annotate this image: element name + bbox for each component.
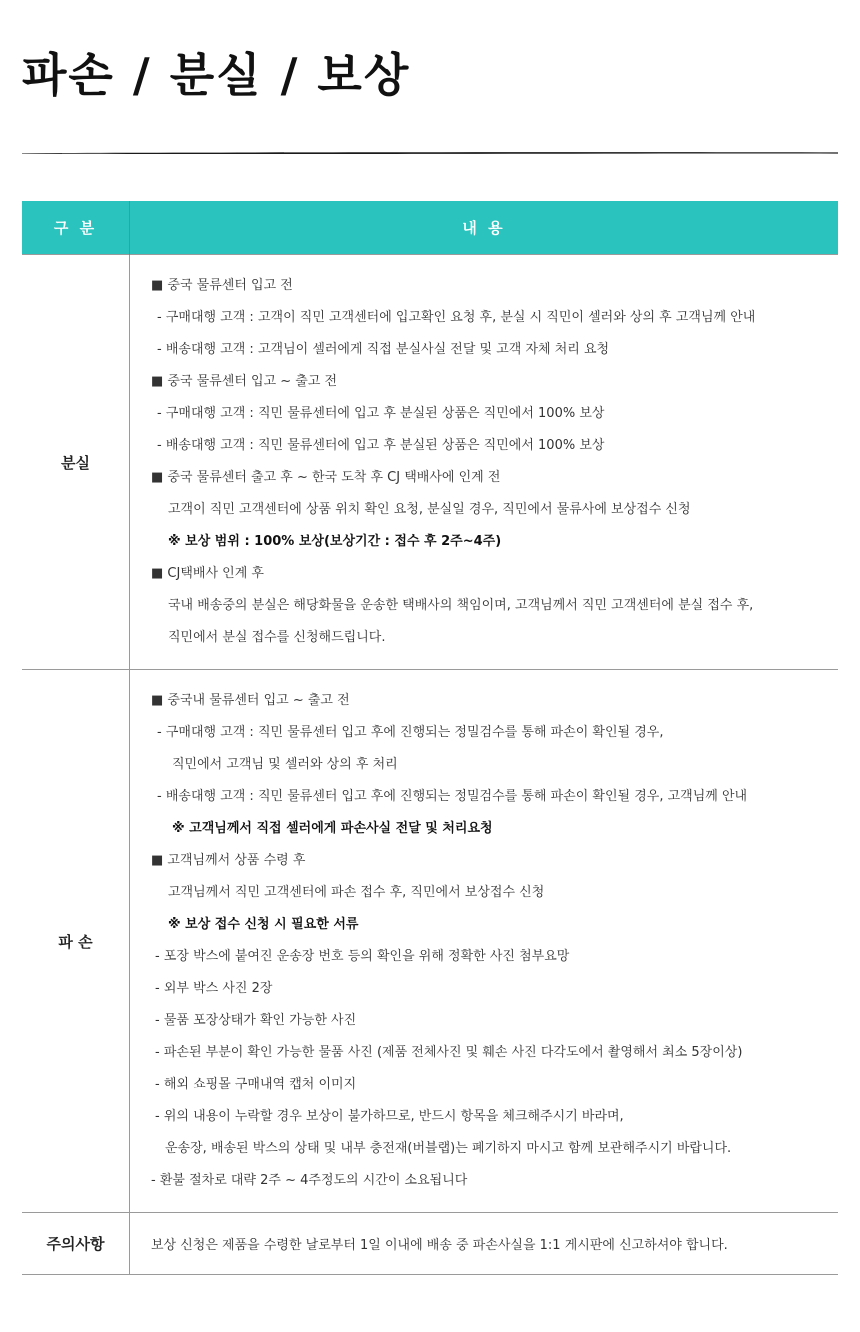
- content-line: 고객님께서 직민 고객센터에 파손 접수 후, 직민에서 보상접수 신청: [168, 885, 545, 900]
- content-line: 직민에서 고객님 및 셀러와 상의 후 처리: [172, 757, 398, 772]
- content-line: - 외부 박스 사진 2장: [155, 981, 273, 996]
- row-category: 파 손: [22, 670, 130, 1213]
- table-row-damage: [22, 670, 838, 1213]
- caution-note: 보상 신청은 제품을 수령한 날로부터 1일 이내에 배송 중 파손사실을 1:1 게시판에 신고하셔야 합니다.: [151, 1238, 728, 1253]
- content-line: 직민에서 분실 접수를 신청해드립니다.: [168, 630, 386, 645]
- row-content: [130, 255, 839, 670]
- content-line: - 물품 포장상태가 확인 가능한 사진: [155, 1013, 357, 1028]
- compensation-table: [22, 201, 838, 1275]
- content-line: - 환불 절차로 대략 2주 ~ 4주정도의 시간이 소요됩니다: [151, 1173, 468, 1188]
- content-line: 운송장, 배송된 박스의 상태 및 내부 충전재(버블랩)는 폐기하지 마시고 함께 보관해주시기 바랍니다.: [165, 1141, 732, 1156]
- table-row-loss: [22, 255, 838, 670]
- content-lines: [151, 255, 838, 669]
- row-content: [130, 1213, 839, 1275]
- content-line: ■ 중국 물류센터 입고 ~ 출고 전: [151, 374, 338, 389]
- content-line: 고객이 직민 고객센터에 상품 위치 확인 요청, 분실일 경우, 직민에서 물류사에 보상접수 신청: [168, 502, 691, 517]
- content-line: - 구매대행 고객 : 고객이 직민 고객센터에 입고확인 요청 후, 분실 시 직민이 셀러와 상의 후 고객님께 안내: [157, 310, 756, 325]
- content-line: 국내 배송중의 분실은 해당화물을 운송한 택배사의 책임이며, 고객님께서 직민 고객센터에 분실 접수 후,: [168, 598, 754, 613]
- content-line: ■ 중국 물류센터 출고 후 ~ 한국 도착 후 CJ 택배사에 인계 전: [151, 470, 501, 485]
- page-title: 파손 / 분실 / 보상: [22, 48, 411, 102]
- content-line: ■ 중국 물류센터 입고 전: [151, 278, 293, 293]
- content-line: - 구매대행 고객 : 직민 물류센터에 입고 후 분실된 상품은 직민에서 100% 보상: [157, 406, 605, 421]
- emphasis-line: ※ 보상 범위 : 100% 보상(보상기간 : 접수 후 2주~4주): [168, 534, 502, 549]
- row-content: [130, 670, 839, 1213]
- content-line: - 구매대행 고객 : 직민 물류센터 입고 후에 진행되는 정밀검수를 통해 파손이 확인될 경우,: [157, 725, 664, 740]
- table-row-caution: [22, 1213, 838, 1275]
- content-line: - 위의 내용이 누락할 경우 보상이 불가하므로, 반드시 항목을 체크해주시기 바라며,: [155, 1109, 624, 1124]
- brush-divider: [22, 150, 838, 156]
- header-category: 구 분: [22, 201, 130, 255]
- emphasis-line: ※ 고객님께서 직접 셀러에게 파손사실 전달 및 처리요청: [172, 821, 493, 836]
- content-line: ■ 중국내 물류센터 입고 ~ 출고 전: [151, 693, 350, 708]
- row-category: 주의사항: [22, 1213, 130, 1275]
- content-line: - 해외 쇼핑몰 구매내역 캡처 이미지: [155, 1077, 357, 1092]
- content-line: - 배송대행 고객 : 고객님이 셀러에게 직접 분실사실 전달 및 고객 자체 처리 요청: [157, 342, 610, 357]
- content-lines: [151, 670, 838, 1212]
- content-line: - 포장 박스에 붙여진 운송장 번호 등의 확인을 위해 정확한 사진 첨부요망: [155, 949, 570, 964]
- content-line: - 배송대행 고객 : 직민 물류센터 입고 후에 진행되는 정밀검수를 통해 파손이 확인될 경우, 고객님께 안내: [157, 789, 748, 804]
- content-line: ■ 고객님께서 상품 수령 후: [151, 853, 306, 868]
- content-line: ■ CJ택배사 인계 후: [151, 566, 264, 581]
- header-content: 내 용: [130, 201, 839, 255]
- table-header-row: [22, 201, 838, 255]
- row-category: 분실: [22, 255, 130, 670]
- content-line: - 배송대행 고객 : 직민 물류센터에 입고 후 분실된 상품은 직민에서 100% 보상: [157, 438, 605, 453]
- emphasis-line: ※ 보상 접수 신청 시 필요한 서류: [168, 917, 359, 932]
- content-line: - 파손된 부분이 확인 가능한 물품 사진 (제품 전체사진 및 훼손 사진 다각도에서 촬영해서 최소 5장이상): [155, 1045, 743, 1060]
